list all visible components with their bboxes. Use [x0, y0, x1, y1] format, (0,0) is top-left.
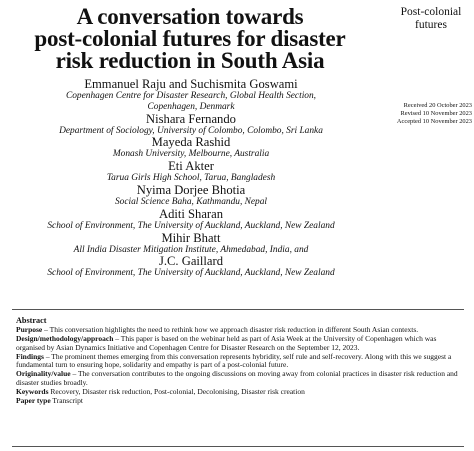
- section-label: Paper type: [16, 395, 51, 405]
- revised-date: Revised 10 November 2023: [400, 110, 472, 118]
- author-name: Nyima Dorjee Bhotia: [136, 182, 246, 197]
- section-text: – This conversation highlights the need to rethink how we approach disaster risk reduction in different South Asian contexts.: [42, 325, 419, 335]
- author-affiliation: Copenhagen Centre for Disaster Research, Global Health Section,: [65, 91, 317, 101]
- section-label: Originality/value: [16, 369, 71, 379]
- section-text: – The prominent themes emerging from this conversation represents hybridity, self rule and self-recovery. Along with this we suggest a fundamental turn to ensuring hope, solidarity and empathy is part of a post-colonial future.: [16, 351, 452, 370]
- abstract-bottom-rule: [12, 446, 464, 447]
- author-affiliation: All India Disaster Mitigation Institute, Ahmedabad, India, and: [73, 244, 309, 255]
- section-text: – This paper is based on the webinar held as part of Asia Week at the University of Copenhagen which was organised by Asian Dynamics Initiative and Copenhagen Centre for Disaster Research on the September 12, 2023.: [16, 334, 437, 352]
- accepted-date: Accepted 10 November 2023: [396, 118, 472, 126]
- author-affiliation: Tarua Girls High School, Tarua, Bangladesh: [106, 173, 276, 184]
- abstract-heading: Abstract: [16, 316, 47, 325]
- title-line: risk reduction in South Asia: [55, 48, 325, 73]
- author-affiliation: Copenhagen, Denmark: [147, 101, 235, 112]
- section-label: Keywords: [16, 386, 49, 396]
- author-affiliation: Department of Sociology, University of Colombo, Colombo, Sri Lanka: [59, 125, 323, 136]
- author-list: [0, 78, 382, 279]
- section-label: Purpose: [16, 325, 43, 335]
- received-date: Received 20 October 2023: [403, 102, 472, 109]
- abstract-block: [16, 317, 462, 406]
- author-name: J.C. Gaillard: [158, 254, 223, 269]
- article-title: [0, 6, 380, 72]
- author-affiliation: School of Environment, The University of Auckland, Auckland, New Zealand: [47, 220, 335, 231]
- submission-dates: [376, 102, 472, 127]
- author-affiliation: Monash University, Melbourne, Australia: [112, 149, 270, 160]
- abstract-top-rule: [12, 309, 464, 310]
- title-line: A conversation towards: [76, 4, 304, 29]
- section-text: – The conversation contributes to the ongoing discussions on moving away from colonial practices in disaster risk reduction and disaster studies broadly.: [16, 369, 458, 387]
- abstract-design: [16, 335, 462, 352]
- running-head-line: futures: [415, 19, 447, 31]
- author-name: Emmanuel Raju and Suchismita Goswami: [84, 77, 298, 91]
- abstract-paper-type: [16, 397, 462, 405]
- section-label: Design/methodology/approach: [16, 334, 114, 344]
- title-line: post-colonial futures for disaster: [34, 26, 346, 51]
- section-text: Recovery, Disaster risk reduction, Post-colonial, Decolonising, Disaster risk creation: [48, 386, 305, 396]
- running-head-line: Post-colonial: [400, 6, 462, 18]
- author-name: Eti Akter: [168, 159, 214, 174]
- author-affiliation: Social Science Baha, Kathmandu, Nepal: [114, 196, 268, 207]
- abstract-findings: [16, 353, 462, 370]
- author-name: Aditi Sharan: [158, 206, 223, 221]
- running-head: [392, 6, 470, 32]
- author-name: Mihir Bhatt: [161, 230, 221, 245]
- author-name: Nishara Fernando: [146, 111, 236, 126]
- section-text: Transcript: [50, 395, 83, 405]
- section-label: Findings: [16, 351, 44, 361]
- abstract-originality: [16, 370, 462, 387]
- author-name: Mayeda Rashid: [151, 135, 231, 150]
- author-affiliation: School of Environment, The University of Auckland, Auckland, New Zealand: [47, 268, 335, 279]
